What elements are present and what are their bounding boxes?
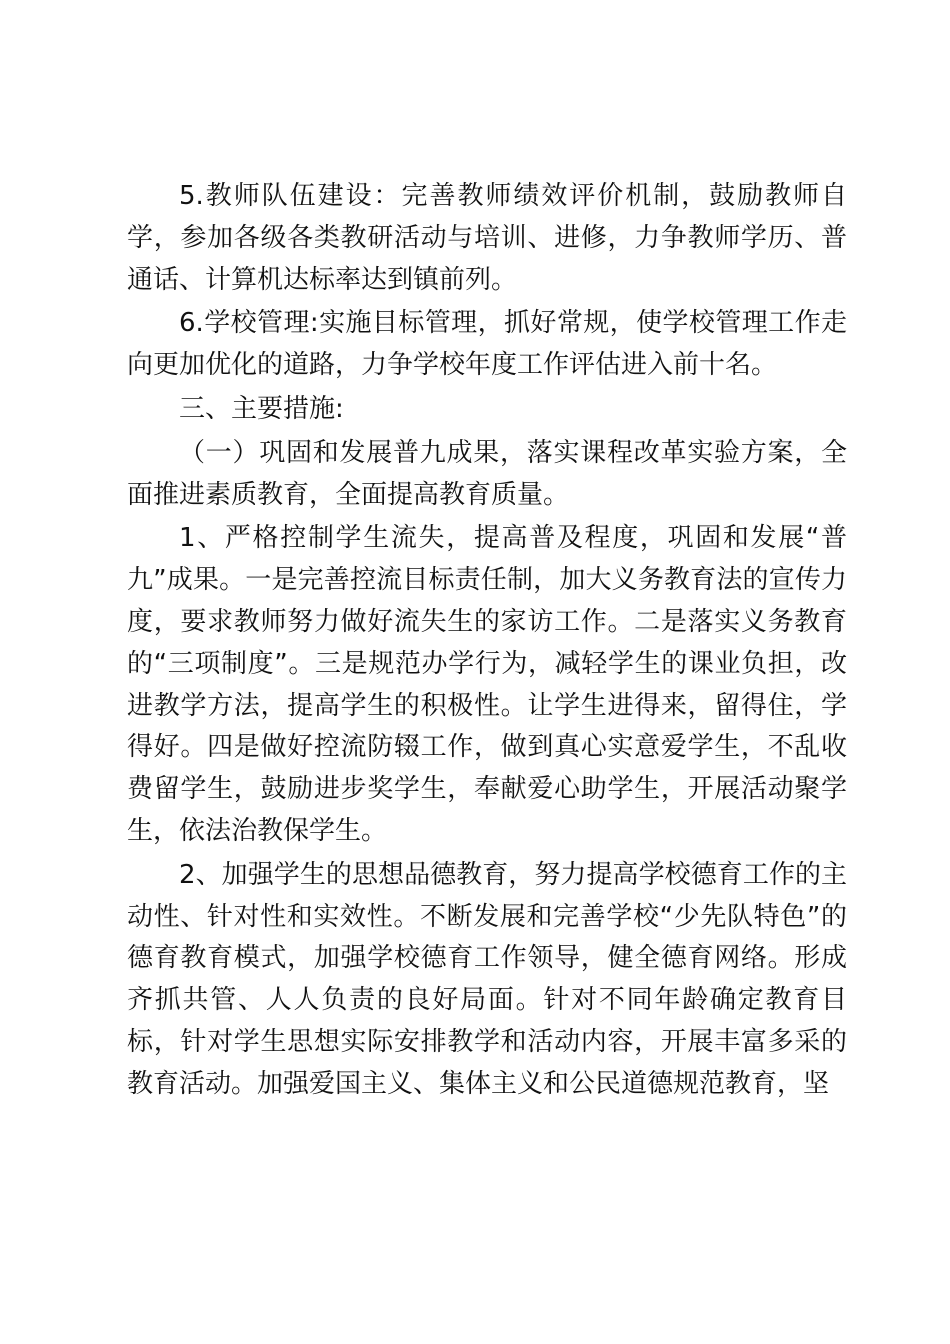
paragraph-moral-education: 2、加强学生的思想品德教育，努力提高学校德育工作的主动性、针对性和实效性。不断发展和完善学校“少先队特色”的德育教育模式，加强学校德育工作领导，健全德育网络。形成齐抓共管、人人负责的良好局面。针对不同年龄确定教育目标，针对学生思想实际安排教学和活动内容，开展丰富多采的教育活动。加强爱国主义、集体主义和公民道德规范教育，坚 — [127, 859, 847, 1099]
paragraph-student-retention: 1、严格控制学生流失，提高普及程度，巩固和发展“普九”成果。一是完善控流目标责任制，加大义务教育法的宣传力度，要求教师努力做好流失生的家访工作。二是落实义务教育的“三项制度”。三是规范办学行为，减轻学生的课业负担，改进教学方法，提高学生的积极性。让学生进得来，留得住，学得好。四是做好控流防辍工作，做到真心实意爱学生，不乱收费留学生，鼓励进步奖学生，奉献爱心助学生，开展活动聚学生，依法治教保学生。 — [127, 523, 847, 846]
paragraph-teacher-team: 5.教师队伍建设：完善教师绩效评价机制，鼓励教师自学，参加各级各类教研活动与培训、进修，力争教师学历、普通话、计算机达标率达到镇前列。 — [127, 181, 847, 295]
paragraph-school-management: 6.学校管理:实施目标管理，抓好常规，使学校管理工作走向更加优化的道路，力争学校年度工作评估进入前十名。 — [127, 308, 847, 381]
paragraph-subsection-one: （一）巩固和发展普九成果，落实课程改革实验方案，全面推进素质教育，全面提高教育质量。 — [127, 437, 847, 510]
section-heading-main-measures: 三、主要措施: — [179, 393, 344, 424]
document-body — [127, 176, 847, 1106]
